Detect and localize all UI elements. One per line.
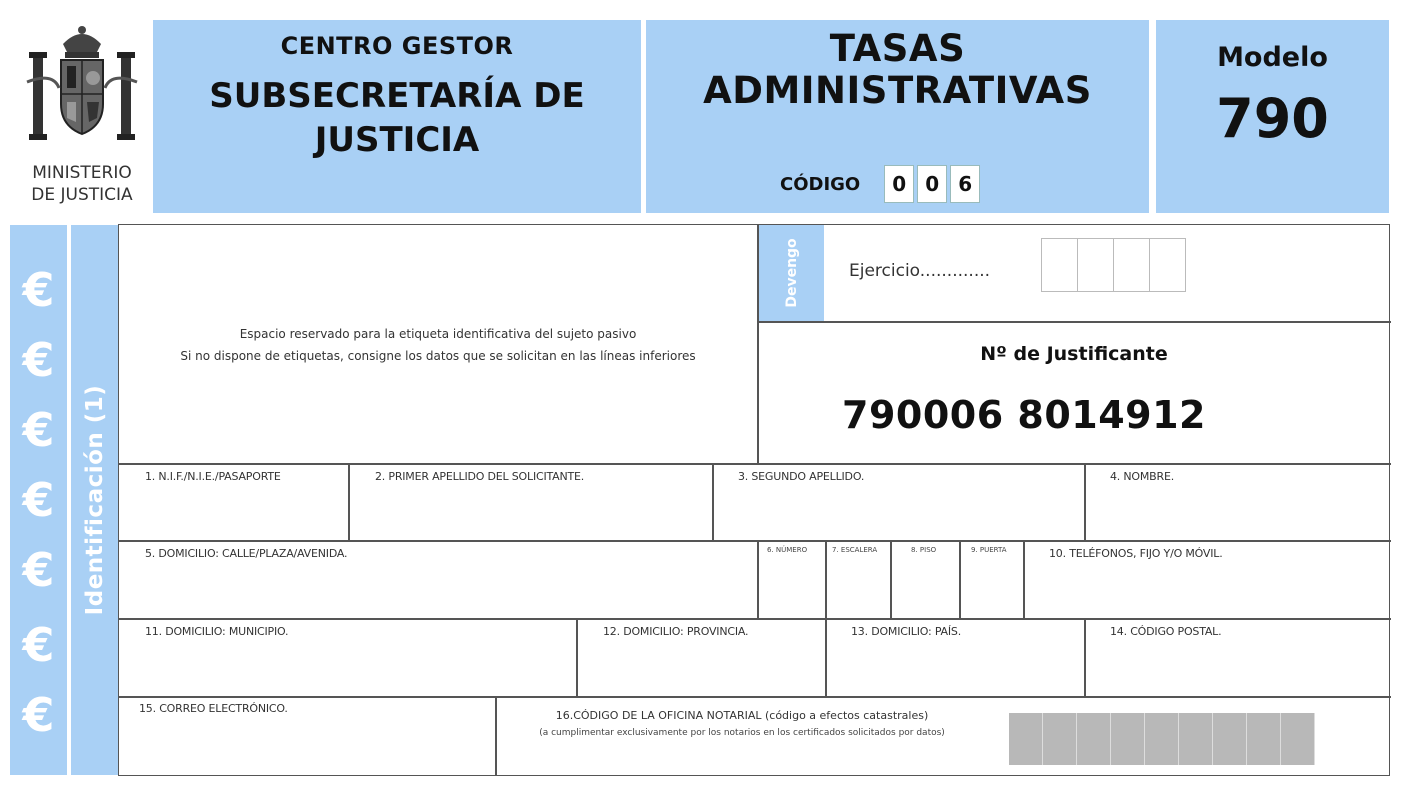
centro-gestor-header (153, 20, 641, 213)
modelo-label: Modelo (1217, 42, 1328, 73)
ejercicio-digit-box[interactable] (1041, 238, 1078, 292)
divider (959, 540, 961, 618)
field-telefonos-label: 10. TELÉFONOS, FIJO Y/O MÓVIL. (1049, 547, 1223, 560)
tasas-line-1: TASAS (829, 27, 966, 70)
field-oficina-notarial (497, 709, 987, 740)
divider (1084, 463, 1086, 540)
codigo-digit: 0 (917, 165, 947, 203)
codigo-row (780, 165, 983, 203)
centro-gestor-name (153, 74, 641, 162)
divider (825, 618, 827, 696)
field-numero-label: 6. NÚMERO (767, 546, 808, 554)
tasas-line-2: ADMINISTRATIVAS (703, 69, 1092, 112)
centro-name-line-1: SUBSECRETARÍA DE (209, 76, 585, 116)
notary-code-box[interactable] (1213, 713, 1247, 765)
field-municipio-label: 11. DOMICILIO: MUNICIPIO. (145, 625, 289, 638)
field-pais-label: 13. DOMICILIO: PAÍS. (851, 625, 961, 638)
divider (119, 540, 1391, 542)
ministry-name (18, 162, 146, 206)
euro-icon: € (22, 543, 55, 597)
identificacion-strip (71, 225, 118, 775)
notary-code-box[interactable] (1179, 713, 1213, 765)
notary-code-box[interactable] (1145, 713, 1179, 765)
modelo-number: 790 (1216, 87, 1329, 150)
euro-icon: € (22, 473, 55, 527)
codigo-digit: 0 (884, 165, 914, 203)
euro-icon: € (22, 333, 55, 387)
coat-of-arms-icon (23, 22, 141, 156)
tasas-header (646, 20, 1149, 213)
codigo-digit: 6 (950, 165, 980, 203)
field-nombre-label: 4. NOMBRE. (1110, 470, 1175, 483)
tasas-title (646, 28, 1149, 112)
field-oficina-notarial-note: (a cumplimentar exclusivamente por los notarios en los certificados solicitados por datos) (539, 728, 945, 738)
divider (576, 618, 578, 696)
justificante-label: Nº de Justificante (980, 343, 1168, 365)
field-piso-label: 8. PISO (911, 546, 937, 554)
divider (348, 463, 350, 540)
field-escalera-label: 7. ESCALERA (832, 546, 878, 554)
divider (890, 540, 892, 618)
field-segundo-apellido-label: 3. SEGUNDO APELLIDO. (738, 470, 865, 483)
ministry-line-1: MINISTERIO (32, 163, 132, 183)
identification-form (118, 224, 1390, 776)
divider (119, 618, 1391, 620)
label-space-line-1: Espacio reservado para la etiqueta identificativa del sujeto pasivo (239, 327, 637, 341)
euro-icon: € (22, 263, 55, 317)
ejercicio-digit-box[interactable] (1149, 238, 1186, 292)
ejercicio-label: Ejercicio............. (849, 261, 991, 281)
divider (825, 540, 827, 618)
euro-strip (10, 225, 67, 775)
ministry-line-2: DE JUSTICIA (31, 185, 133, 205)
euro-icon: € (22, 618, 55, 672)
field-correo-label: 15. CORREO ELECTRÓNICO. (139, 702, 288, 715)
justificante-number: 790006 8014912 (842, 393, 1206, 437)
devengo-label: Devengo (783, 238, 800, 308)
field-oficina-notarial-label: 16.CÓDIGO DE LA OFICINA NOTARIAL (código a efectos catastrales) (555, 709, 929, 722)
centro-gestor-label: CENTRO GESTOR (280, 32, 514, 60)
notary-code-box[interactable] (1043, 713, 1077, 765)
centro-name-line-2: JUSTICIA (314, 120, 480, 160)
label-space-instructions (119, 323, 757, 367)
identificacion-label: Identificación (1) (81, 384, 108, 616)
divider (119, 463, 1391, 465)
field-provincia-label: 12. DOMICILIO: PROVINCIA. (603, 625, 749, 638)
notary-code-box[interactable] (1077, 713, 1111, 765)
euro-icon: € (22, 403, 55, 457)
divider (119, 696, 1391, 698)
notary-code-box[interactable] (1247, 713, 1281, 765)
notary-code-box[interactable] (1281, 713, 1315, 765)
devengo-strip (759, 225, 824, 321)
field-domicilio-calle-label: 5. DOMICILIO: CALLE/PLAZA/AVENIDA. (145, 547, 348, 560)
field-codigo-postal-label: 14. CÓDIGO POSTAL. (1110, 625, 1222, 638)
divider (757, 321, 1391, 323)
ejercicio-digit-box[interactable] (1077, 238, 1114, 292)
euro-icon: € (22, 688, 55, 742)
divider (1023, 540, 1025, 618)
field-primer-apellido-label: 2. PRIMER APELLIDO DEL SOLICITANTE. (375, 470, 585, 483)
label-space-line-2: Si no dispone de etiquetas, consigne los datos que se solicitan en las líneas inferiores (180, 349, 696, 363)
field-puerta-label: 9. PUERTA (971, 546, 1007, 554)
ministry-logo (18, 22, 146, 218)
notary-code-box[interactable] (1009, 713, 1043, 765)
notary-code-box[interactable] (1111, 713, 1145, 765)
modelo-header (1156, 20, 1389, 213)
divider (1084, 618, 1086, 696)
field-nif-label: 1. N.I.F./N.I.E./PASAPORTE (145, 470, 281, 483)
codigo-label: CÓDIGO (780, 173, 861, 195)
divider (712, 463, 714, 540)
ejercicio-digit-box[interactable] (1113, 238, 1150, 292)
divider (757, 540, 759, 618)
